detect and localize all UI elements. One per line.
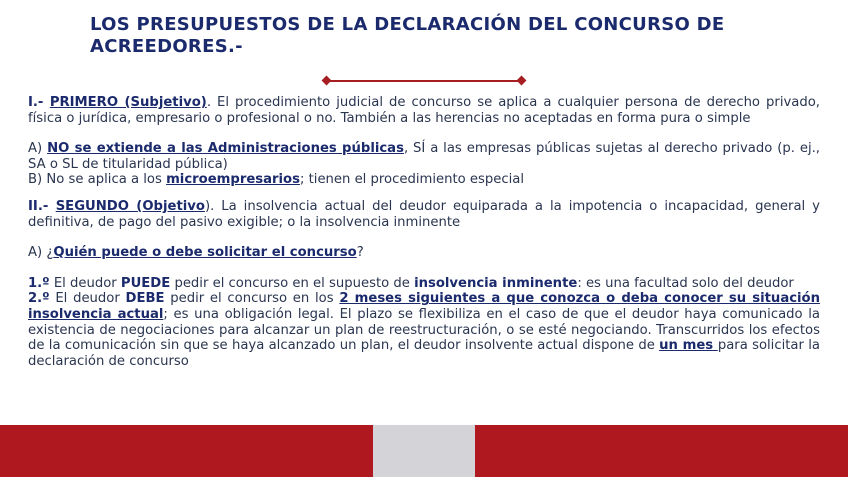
- link-primero-subjetivo: PRIMERO (Subjetivo): [49, 95, 207, 110]
- footer-gray-block: [373, 425, 475, 477]
- page-title: LOS PRESUPUESTOS DE LA DECLARACIÓN DEL CONCURSO DE ACREEDORES.-: [90, 14, 725, 57]
- divider-diamond-right: [517, 76, 527, 86]
- footer-band: [0, 425, 848, 477]
- paragraph-deudor-puede: 1.º El deudor PUEDE pedir el concurso en el supuesto de insolvencia inminente: es una facultad solo del deudor: [28, 275, 794, 291]
- link-administraciones-publicas: NO se extiende a las Administraciones públicas: [47, 141, 404, 157]
- paragraph-a-administraciones: A) NO se extiende a las Administraciones públicas, SÍ a las empresas públicas sujetas al derecho privado (p. ej., SA o SL de titularidad pública): [28, 141, 820, 172]
- link-un-mes: un mes: [659, 338, 718, 354]
- link-quien-puede-solicitar: Quién puede o debe solicitar el concurso: [53, 245, 357, 261]
- divider-line: [326, 80, 522, 82]
- paragraph-b-microempresarios: B) No se aplica a los microempresarios; tienen el procedimiento especial: [28, 172, 525, 188]
- paragraph-quien-solicita: A) ¿Quién puede o debe solicitar el concurso?: [28, 245, 364, 261]
- link-microempresarios: microempresarios: [166, 172, 300, 188]
- divider-diamond-left: [322, 76, 332, 86]
- slide-body: [28, 95, 820, 369]
- paragraph-primero: I.- PRIMERO (Subjetivo). El procedimiento judicial de concurso se aplica a cualquier persona de derecho privado, física o jurídica, empresario o profesional o no. También a las herencias no aceptadas en forma pura o simple: [28, 95, 821, 126]
- link-dos-meses: 2 meses siguientes a que conozca o deba conocer su situación insolvencia actual: [28, 291, 821, 322]
- paragraph-segundo: II.- SEGUNDO (Objetivo). La insolvencia actual del deudor equiparada a la impotencia o incapacidad, general y definitiva, de pago del pasivo exigible; o la insolvencia inminente: [28, 198, 820, 230]
- paragraph-deudor-debe: 2.º El deudor DEBE pedir el concurso en los 2 meses siguientes a que conozca o deba conocer su situación insolvencia actual; es una obligación legal. El plazo se flexibiliza en el caso de que el deudor haya comunicado la existencia de negociaciones para alcanzar un plan de reestructuración, o se esté negociando. Transcurridos los efectos de la comunicación sin que se haya alcanzado un plan, el deudor insolvente actual dispone de un mes para solicitar la declaración de concurso: [28, 291, 821, 369]
- link-segundo-objetivo: SEGUNDO (Objetivo: [55, 198, 205, 214]
